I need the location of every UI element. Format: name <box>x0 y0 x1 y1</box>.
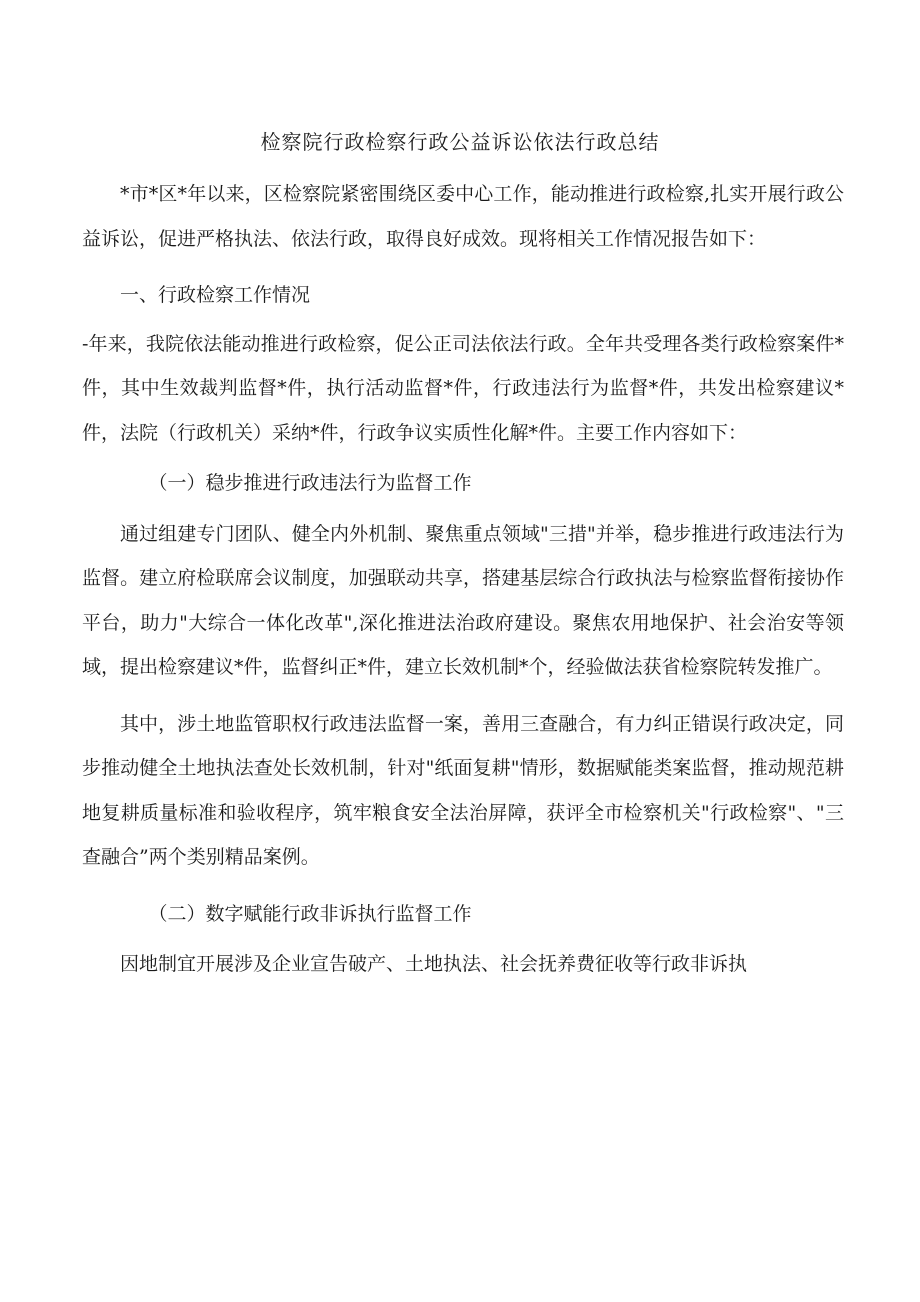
subsection1-paragraph-2: 其中，涉土地监管职权行政违法监督一案，善用三查融合，有力纠正错误行政决定，同步推动健全土地执法查处长效机制，针对"纸面复耕"情形，数据赋能类案监督，推动规范耕地复耕质量标准和验收程序，筑牢粮食安全法治屏障，获评全市检察机关"行政检察"、"三查融合”两个类别精品案例。 <box>82 712 844 868</box>
subsection-heading-violation-supervision: （一）稳步推进行政违法行为监督工作 <box>148 472 472 494</box>
subsection1-paragraph-1: 通过组建专门团队、健全内外机制、聚焦重点领域"三措"并举，稳步推进行政违法行为监督。建立府检联席会议制度，加强联动共享，搭建基层综合行政执法与检察监督衔接协作平台，助力"大综合一体化改革",深化推进法治政府建设。聚焦农用地保护、社会治安等领域，提出检察建议*件，监督纠正*件，建立长效机制*个，经验做法获省检察院转发推广。 <box>82 522 844 678</box>
document-title: 检察院行政检察行政公益诉讼依法行政总结 <box>260 130 660 154</box>
document-body <box>82 172 844 987</box>
section-heading-administrative-procuratorial: 一、行政检察工作情况 <box>120 284 311 306</box>
section1-paragraph: -年来，我院依法能动推进行政检察，促公正司法依法行政。全年共受理各类行政检察案件*件，其中生效裁判监督*件，执行活动监督*件，行政违法行为监督*件，共发出检察建议*件，法院（行政机关）采纳*件，行政争议实质性化解*件。主要工作内容如下： <box>82 332 844 444</box>
intro-paragraph: *市*区*年以来，区检察院紧密围绕区委中心工作，能动推进行政检察,扎实开展行政公益诉讼，促进严格执法、依法行政，取得良好成效。现将相关工作情况报告如下： <box>82 183 844 250</box>
subsection2-paragraph-1: 因地制宜开展涉及企业宣告破产、土地执法、社会抚养费征收等行政非诉执 <box>120 953 748 975</box>
subsection-heading-digital-enforcement: （二）数字赋能行政非诉执行监督工作 <box>148 902 472 925</box>
